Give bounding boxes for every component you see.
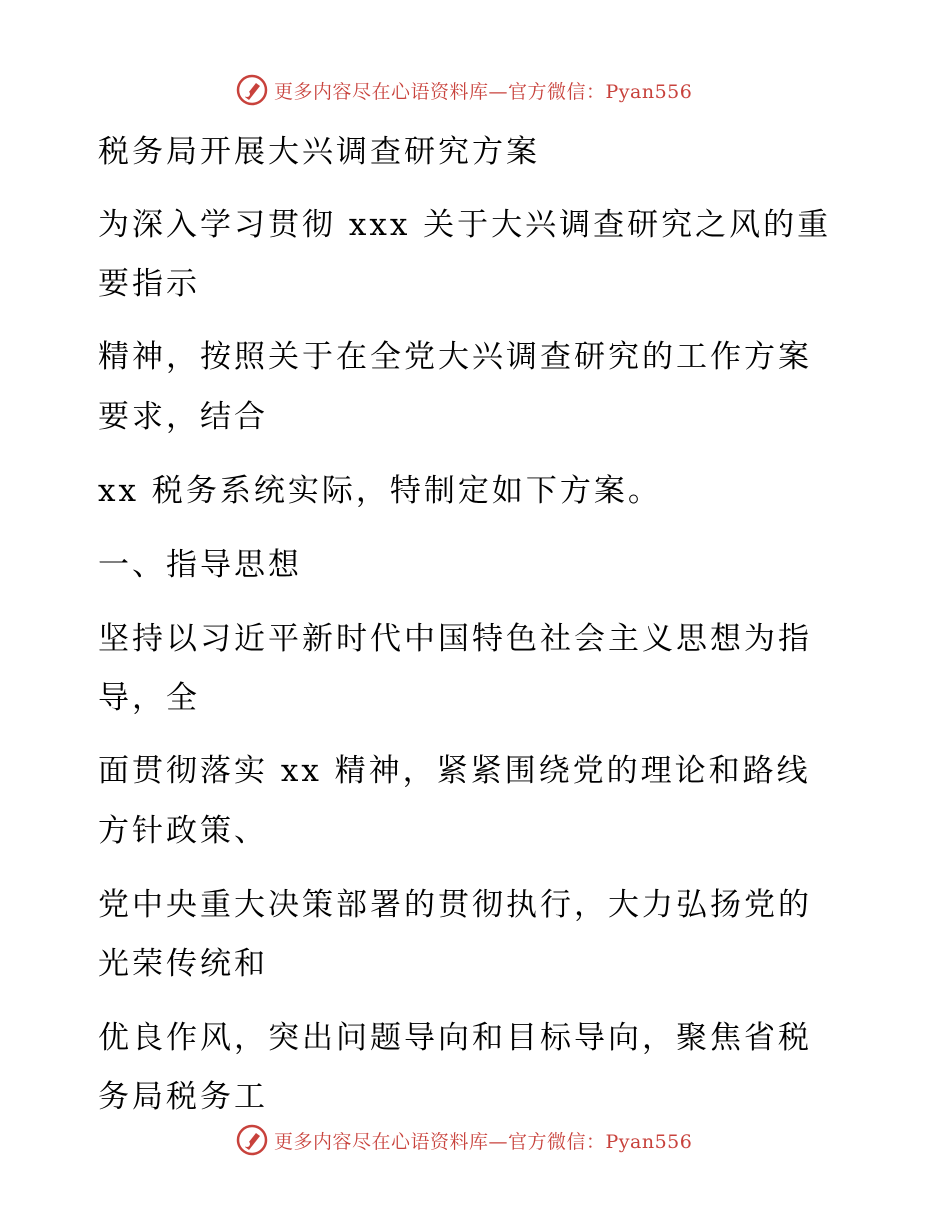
paragraph-line: 要指示	[98, 266, 200, 302]
section-heading: 一、指导思想	[98, 547, 302, 583]
watermark-banner-top	[236, 70, 692, 110]
paragraph-line: 方针政策、	[98, 813, 268, 849]
pen-seal-logo-icon	[236, 1124, 268, 1156]
paragraph-line: 为深入学习贯彻 xxx 关于大兴调查研究之风的重	[98, 207, 832, 243]
paragraph-line: 党中央重大决策部署的贯彻执行，大力弘扬党的	[98, 887, 812, 923]
pen-seal-logo-icon	[236, 74, 268, 106]
paragraph-line: 光荣传统和	[98, 946, 268, 982]
paragraph-line: xx 税务系统实际，特制定如下方案。	[98, 473, 662, 509]
paragraph-line: 要求，结合	[98, 399, 268, 435]
paragraph-line: 坚持以习近平新时代中国特色社会主义思想为指	[98, 621, 812, 657]
paragraph-line: 精神，按照关于在全党大兴调查研究的工作方案	[98, 339, 812, 375]
paragraph-line: 面贯彻落实 xx 精神，紧紧围绕党的理论和路线	[98, 753, 811, 789]
paragraph-line: 务局税务工	[98, 1079, 268, 1115]
paragraph-line: 优良作风，突出问题导向和目标导向，聚焦省税	[98, 1020, 812, 1056]
watermark-text: 更多内容尽在心语资料库—官方微信：Pyan556	[274, 1130, 693, 1153]
watermark-banner-bottom	[236, 1120, 692, 1160]
doc-title: 税务局开展大兴调查研究方案	[98, 134, 540, 170]
watermark-text: 更多内容尽在心语资料库—官方微信：Pyan556	[274, 80, 693, 103]
paragraph-line: 导，全	[98, 680, 200, 716]
